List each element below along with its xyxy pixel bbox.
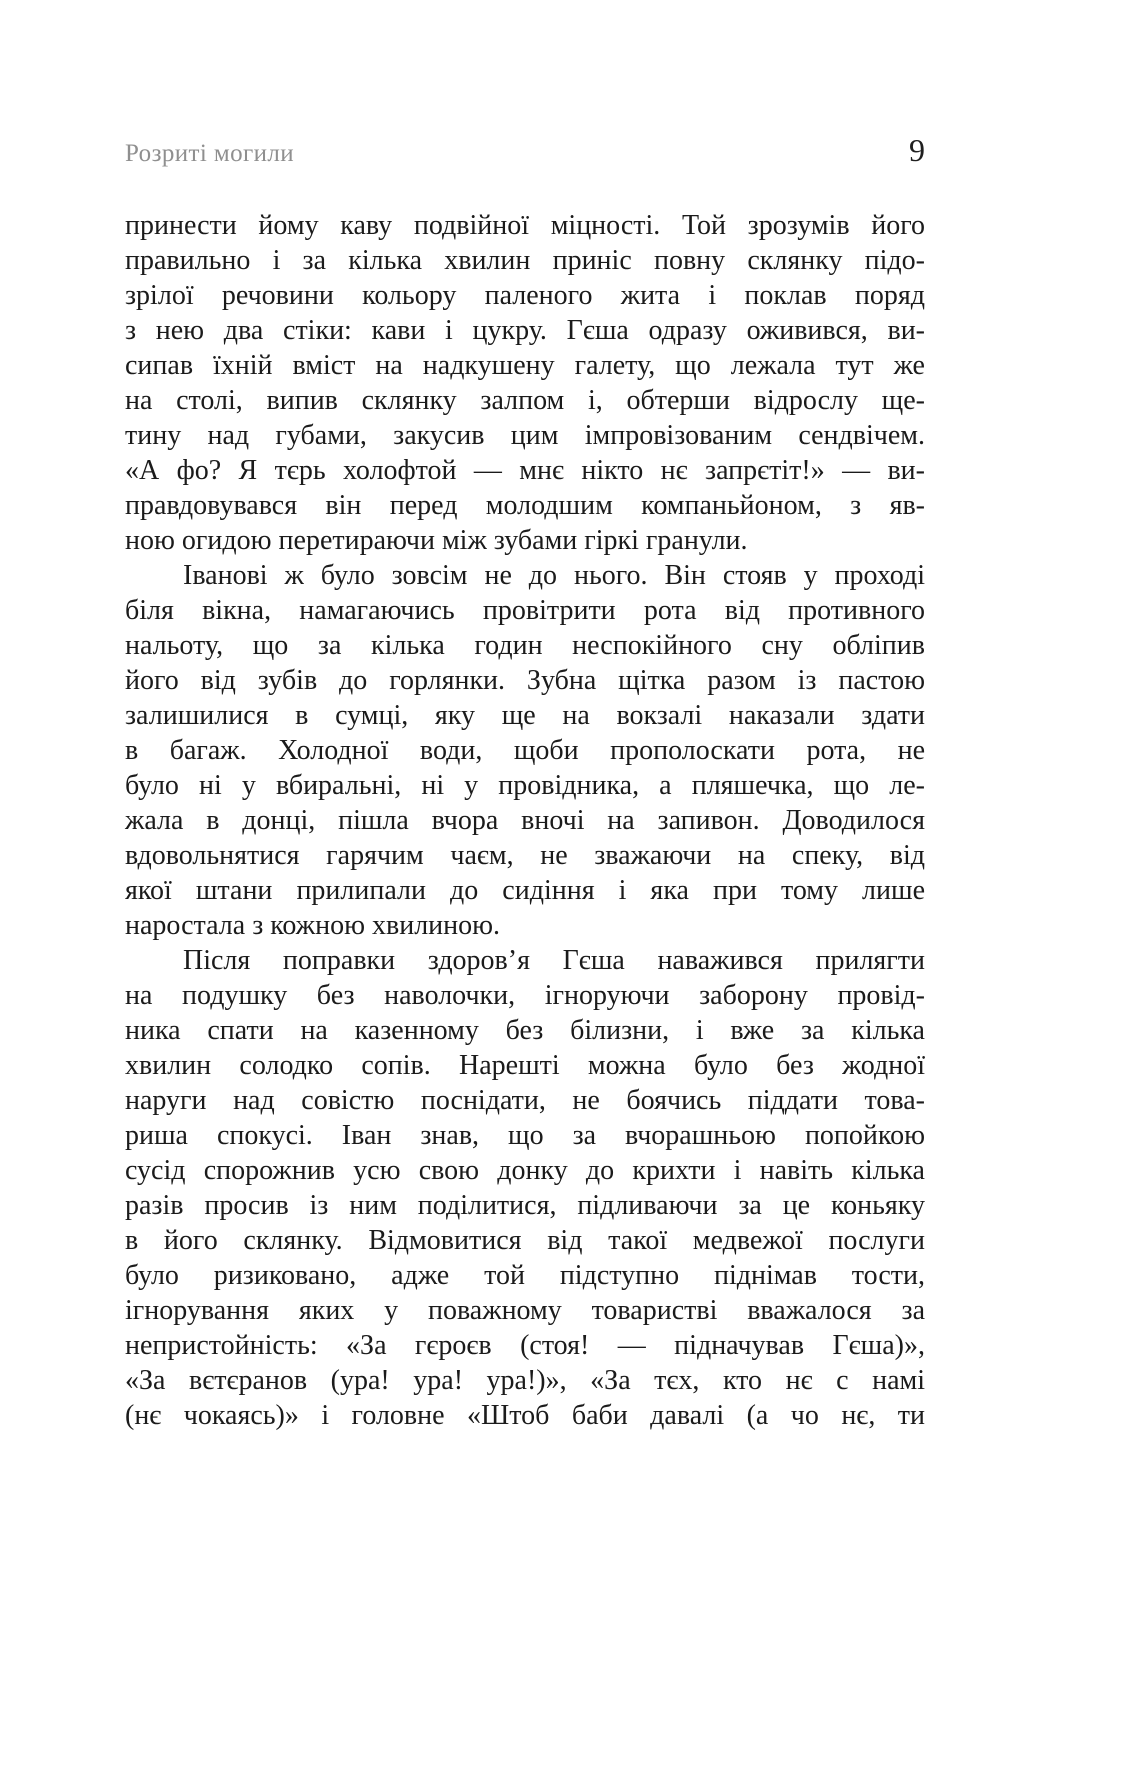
paragraph bbox=[125, 208, 925, 558]
running-head-title: Розриті могили bbox=[125, 140, 295, 167]
text-line: було ризиковано, адже той підступно піднімав тости, bbox=[125, 1260, 925, 1291]
text-line: «За вєтєранов (ура! ура! ура!)», «За тєх, кто нє с намі bbox=[125, 1365, 925, 1396]
text-line: було ні у вбиральні, ні у провідника, а пляшечка, що ле- bbox=[125, 770, 925, 801]
text-line: нальоту, що за кілька годин неспокійного сну обліпив bbox=[125, 630, 925, 661]
text-line: вдовольнятися гарячим чаєм, не зважаючи на спеку, від bbox=[125, 840, 925, 871]
text-line: з нею два стіки: кави і цукру. Гєша одразу оживився, ви- bbox=[125, 315, 925, 346]
text-line: на подушку без наволочки, ігноруючи заборону провід- bbox=[125, 980, 925, 1011]
text-line: разів просив із ним поділитися, підливаючи за це коньяку bbox=[125, 1190, 925, 1221]
paragraph bbox=[125, 943, 925, 1433]
text-line: залишилися в сумці, яку ще на вокзалі наказали здати bbox=[125, 700, 925, 731]
running-header bbox=[125, 133, 925, 169]
text-line: правильно і за кілька хвилин приніс повну склянку підо- bbox=[125, 245, 925, 276]
text-line: його від зубів до горлянки. Зубна щітка разом із пастою bbox=[125, 665, 925, 696]
text-line: Після поправки здоров’я Гєша наважився прилягти bbox=[183, 945, 925, 976]
text-line: ною огидою перетираючи між зубами гіркі гранули. bbox=[125, 525, 748, 556]
text-line: біля вікна, намагаючись провітрити рота від противного bbox=[125, 595, 925, 626]
text-line: наруги над совістю поснідати, не боячись піддати това- bbox=[125, 1085, 925, 1116]
text-line: принести йому каву подвійної міцності. Той зрозумів його bbox=[125, 210, 925, 241]
text-line: жала в донці, пішла вчора вночі на запивон. Доводилося bbox=[125, 805, 925, 836]
text-line: тину над губами, закусив цим імпровізованим сендвічем. bbox=[125, 420, 925, 451]
text-line: Іванові ж було зовсім не до нього. Він стояв у проході bbox=[183, 560, 925, 591]
paragraph bbox=[125, 558, 925, 943]
text-line: (нє чокаясь)» і головне «Штоб баби давалі (а чо нє, ти bbox=[125, 1400, 925, 1431]
text-line: сипав їхній вміст на надкушену галету, що лежала тут же bbox=[125, 350, 925, 381]
text-line: непристойність: «За гєроєв (стоя! — підначував Гєша)», bbox=[125, 1330, 925, 1361]
text-line: риша спокусі. Іван знав, що за вчорашньою попойкою bbox=[125, 1120, 925, 1151]
text-line: в багаж. Холодної води, щоби прополоскати рота, не bbox=[125, 735, 925, 766]
text-line: якої штани прилипали до сидіння і яка при тому лише bbox=[125, 875, 925, 906]
text-line: правдовувався він перед молодшим компаньйоном, з яв- bbox=[125, 490, 925, 521]
text-line: сусід спорожнив усю свою донку до крихти і навіть кілька bbox=[125, 1155, 925, 1186]
text-line: на столі, випив склянку залпом і, обтерши відрослу ще- bbox=[125, 385, 925, 416]
text-line: «А фо? Я тєрь холофтой — мнє нікто нє запрєтіт!» — ви- bbox=[125, 455, 925, 486]
page-number: 9 bbox=[909, 132, 925, 168]
text-line: ігнорування яких у поважному товаристві вважалося за bbox=[125, 1295, 925, 1326]
text-block bbox=[125, 208, 925, 1433]
text-line: в його склянку. Відмовитися від такої медвежої послуги bbox=[125, 1225, 925, 1256]
text-line: ника спати на казенному без білизни, і вже за кілька bbox=[125, 1015, 925, 1046]
text-line: хвилин солодко сопів. Нарешті можна було без жодної bbox=[125, 1050, 925, 1081]
text-line: наростала з кожною хвилиною. bbox=[125, 910, 501, 941]
text-line: зрілої речовини кольору паленого жита і поклав поряд bbox=[125, 280, 925, 311]
